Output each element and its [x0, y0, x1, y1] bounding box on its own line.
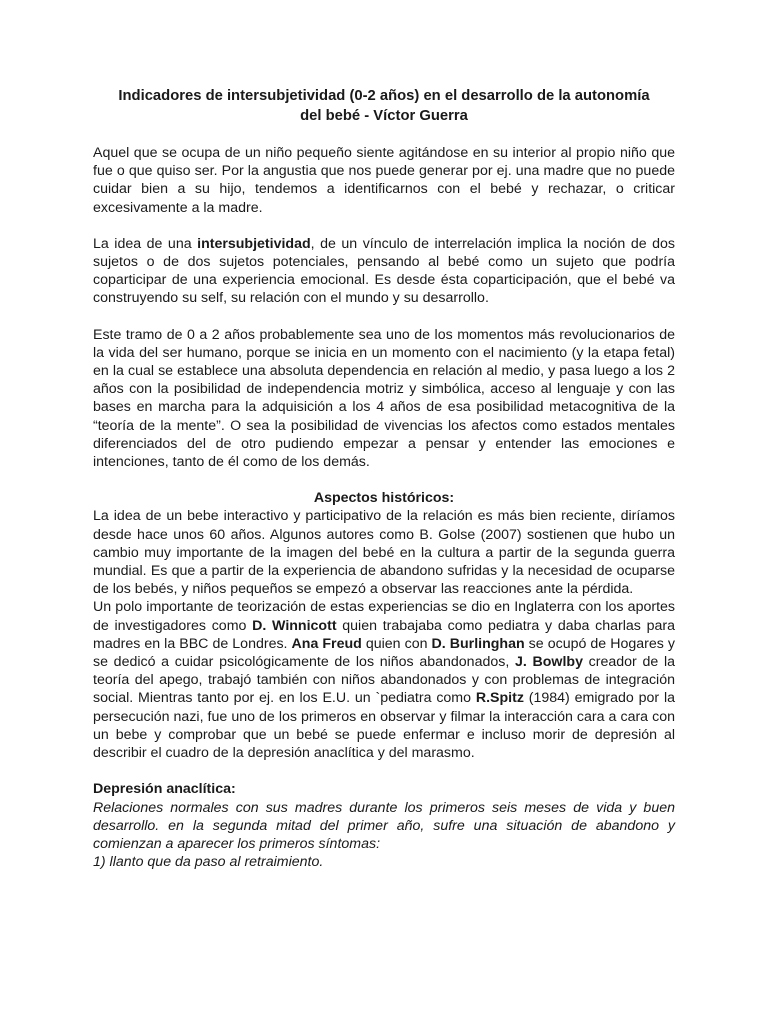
title-line-2: del bebé - Víctor Guerra — [300, 108, 468, 124]
spacer — [93, 308, 675, 326]
document-page — [93, 86, 675, 871]
title-line-1: Indicadores de intersubjetividad (0-2 años) en el desarrollo de la autonomía — [118, 88, 650, 104]
bold-name-burlinghan: D. Burlinghan — [431, 635, 525, 652]
bold-name-spitz: R.Spitz — [475, 690, 524, 707]
paragraph-anaclitic-depression: Relaciones normales con sus madres durante los primeros seis meses de vida y buen desarrollo. en la segunda mitad del primer año, sufre una situación de abandono y comienzan a aparecer los primeros síntomas: — [93, 799, 675, 852]
text-run: (1984) emigrado por la persecución nazi, fue uno de los primeros en observar y filmar la interacción cara a cara con un bebe y comprobar que un bebé se puede enfermar e incluso morir de depresión al describir el cuadro de la depresión anaclítica y del marasmo. — [93, 690, 675, 762]
paragraph-historical-2 — [93, 598, 675, 762]
text-run: , de un vínculo de interrelación implica la noción de dos sujetos o de dos sujetos potenciales, pensando al bebé como un sujeto que podría coparticipar de una experiencia emocional. Es desde ésta coparticipación, que el bebé va construyendo su self, su relación con el mundo y su desarrollo. — [93, 235, 675, 307]
spacer — [93, 217, 675, 235]
text-run: quien con — [361, 635, 432, 652]
text-run: Un polo importante de teorización de estas experiencias se dio en Inglaterra con los aportes de investigadores como — [93, 599, 675, 634]
text-run: quien trabajaba como pediatra y daba charlas para madres en la BBC de Londres. — [93, 617, 675, 652]
bold-name-winnicott: D. Winnicott — [252, 617, 337, 634]
heading-anaclitic-depression: Depresión anaclítica: — [93, 781, 236, 798]
bold-name-ana-freud: Ana Freud — [291, 635, 362, 652]
text-run: creador de la teoría del apego, trabajó también con niños abandonados y con problemas de integración social. Mientras tanto por ej. en los E.U. un `pediatra como — [93, 654, 675, 707]
bold-term-intersubjetividad: intersubjetividad — [197, 235, 311, 252]
paragraph-historical-1: La idea de un bebe interactivo y participativo de la relación es más bien reciente, diríamos desde hace unos 60 años. Algunos autores como B. Golse (2007) sostienen que hubo un cambio muy importante de la imagen del bebé en la cultura a partir de la segunda guerra mundial. Es que a partir de la experiencia de abandono sufridas y la necesidad de ocuparse de los bebés, y niños pequeños se empezó a observar las reacciones ante la pérdida. — [93, 508, 675, 598]
heading-historical-aspects: Aspectos históricos: — [313, 490, 455, 507]
text-run: se ocupó de Hogares y se dedicó a cuidar psicológicamente de los niños abandonados, — [93, 635, 675, 671]
spacer — [93, 762, 675, 780]
paragraph-intro: Aquel que se ocupa de un niño pequeño siente agitándose en su interior al propio niño que fue o que quiso ser. Por la angustia que nos puede generar por ej. una madre que no puede cuidar bien a su hijo, tendemos a identificarnos con el bebé y rechazar, o criticar excesivamente a la madre. — [93, 145, 675, 216]
text-run: La idea de una — [93, 235, 198, 252]
list-item-1: 1) llanto que da paso al retraimiento. — [93, 854, 324, 871]
spacer — [93, 471, 675, 489]
bold-name-bowlby: J. Bowlby — [514, 654, 583, 671]
paragraph-intersubjectivity — [93, 235, 675, 308]
document-title — [93, 86, 675, 126]
paragraph-age-range: Este tramo de 0 a 2 años probablemente sea uno de los momentos más revolucionarios de la vida del ser humano, porque se inicia en un momento con el nacimiento (y la etapa fetal) en la cual se establece una absoluta dependencia en relación al medio, y pasa luego a los 2 años con la posibilidad de independencia motriz y simbólica, acceso al lenguaje y con las bases en marcha para la adquisición a los 4 años de esa posibilidad metacognitiva de la “teoría de la mente”. O sea la posibilidad de vivencias los afectos como estados mentales diferenciados del de otro pudiendo empezar a pensar y entender las emociones e intenciones, tanto de él como de los demás. — [93, 326, 675, 471]
